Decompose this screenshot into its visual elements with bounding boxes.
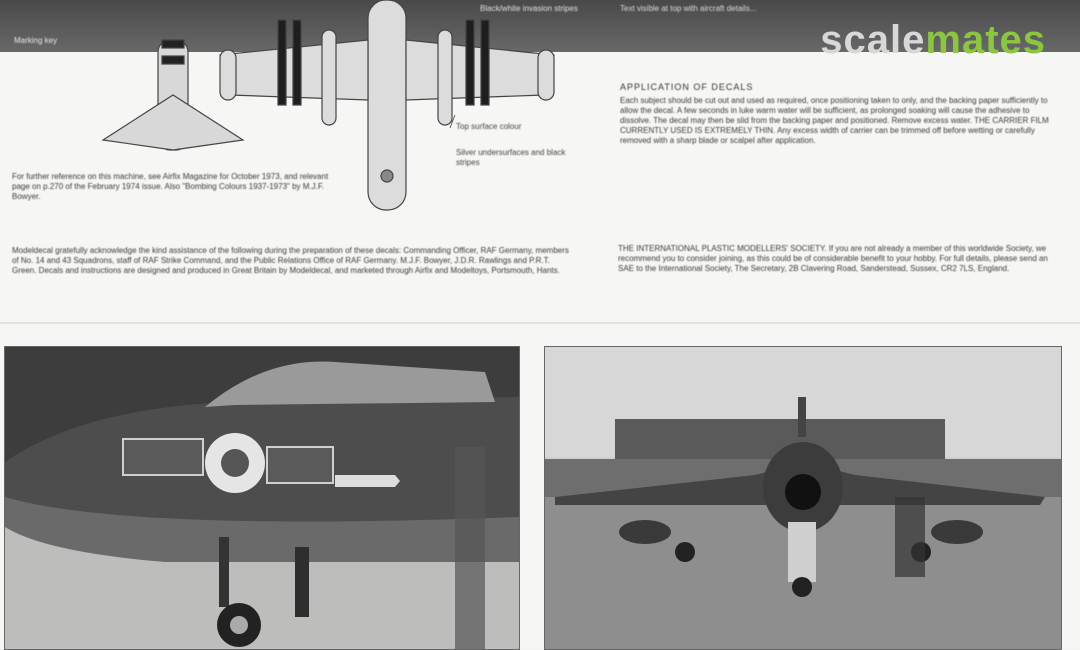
side-note-label: Black/white invasion stripes xyxy=(480,4,578,13)
ipms-text: THE INTERNATIONAL PLASTIC MODELLERS' SOCIETY. If you are not already a member of this worldwide Society, we recommend you to consider joining, as this could be of considerable benefit to your hobby. For full details, please send an SAE to the International Society, The Secretary, 2B Clavering Road, Sanderstead, Sussex, CR2 7LS, England. xyxy=(618,244,1048,273)
photo-hunter-nose xyxy=(4,346,520,650)
application-text: Each subject should be cut out and used as required, once positioning taken to only, and the backing paper sufficiently to allow the decal. A few seconds in luke warm water will be sufficient, as prolonged soaking will cause the adhesive to dissolve. The decal may then be slid from the backing paper and positioned. Remove excess water. THE CARRIER FILM CURRENTLY USED IS EXTREMELY THIN. Any excess width of carrier can be trimmed off before wetting or carefully removed with a sharp blade or scalpel after application. xyxy=(620,96,1049,145)
lower-surface-label: Silver undersurfaces and black stripes xyxy=(456,148,566,167)
logo-part-scale: scale xyxy=(820,18,926,62)
photo-hunter-front-image xyxy=(545,347,1061,649)
reference-note: For further reference on this machine, see Airfix Magazine for October 1973, and relevant page on p.270 of the February 1974 issue. Also "Bombing Colours 1937-1973" by M.J.F. Bowyer. xyxy=(12,172,329,201)
logo-part-mates: mates xyxy=(925,18,1046,62)
section-divider xyxy=(0,322,1080,324)
top-right-fragment: Text visible at top with aircraft details... xyxy=(620,4,757,13)
scalemates-logo[interactable] xyxy=(820,18,1046,63)
photo-hunter-front xyxy=(544,346,1062,650)
application-heading: APPLICATION OF DECALS xyxy=(620,82,754,92)
upper-surface-label: Top surface colour xyxy=(456,122,522,131)
photo-hunter-nose-image xyxy=(5,347,519,649)
acknowledgement-text: Modeldecal gratefully acknowledge the kind assistance of the following during the preparation of these decals: Commanding Officer, RAF Germany, members of No. 14 and 43 Squadrons, staff of RAF Strike Command, and the Public Relations Office of RAF Germany. M.J.F. Bowyer, J.D.R. Rawlings and P.R.T. Green. Decals and instructions are designed and produced in Great Britain by Modeldecal, and marketed through Airfix and Modeltoys, Portsmouth, Hants. xyxy=(12,246,569,275)
marking-key-tag: Marking key xyxy=(14,36,58,45)
